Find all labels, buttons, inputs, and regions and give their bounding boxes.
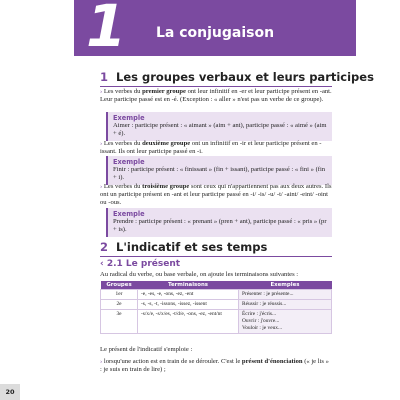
subsection-heading: [100, 259, 180, 269]
example-box-3: [106, 208, 332, 237]
example-text: Prendre : participe présent : « prenant » (pren + ant), participe passé : « pris » (pr + is).: [113, 218, 327, 233]
text: Les verbes du: [103, 140, 143, 147]
example-text: Aimer : participe présent : « aimant » (aim + ant), participe passé : « aimé » (aim + é).: [113, 122, 327, 137]
example-box-2: [106, 156, 332, 185]
example-title: Exemple: [113, 114, 145, 122]
group-cell: 3e: [101, 310, 138, 334]
group-cell: 1er: [101, 290, 138, 300]
subsection-marker-icon: ‹: [100, 259, 104, 269]
example-title: Exemple: [113, 210, 145, 218]
text: Les verbes du: [103, 183, 143, 190]
text: lorsqu'une action est en train de se dérouler. C'est le: [103, 358, 242, 365]
example-title: Exemple: [113, 158, 145, 166]
column-header: Terminaisons: [138, 281, 239, 290]
section-heading-2: [100, 240, 332, 257]
conjugation-table: [100, 281, 332, 334]
bullet-icon: ›: [100, 358, 103, 365]
example-box-1: [106, 112, 332, 141]
section-title: Les groupes verbaux et leurs participes: [116, 70, 374, 84]
section-title: L'indicatif et ses temps: [116, 240, 268, 254]
bold-term: troisième groupe: [142, 183, 190, 190]
section-number: 1: [100, 70, 109, 84]
paragraph-third-group: [100, 183, 332, 207]
bold-term: présent d'énonciation: [241, 358, 303, 365]
paragraph-intro: Au radical du verbe, ou base verbale, on ajoute les terminaisons suivantes :: [100, 271, 299, 278]
chapter-number: 1: [86, 0, 125, 56]
endings-cell: -s/x/e, -s/x/es, -t/d/e, -ons, -ez, -ent/nt: [138, 310, 239, 334]
text: sont ceux qui n'appartiennent pas aux deux autres. Ils ont un participe présent en -ant et leur participe passé en -i/ -is/ -u/ -t/ -aint/ -eint/ -oint ou -ous.: [100, 183, 332, 206]
page-number: 20: [0, 384, 20, 400]
example-text: Finir : participe présent : « finissant » (fin + issant), participe passé : « fini » (fin + i).: [113, 166, 326, 181]
examples-cell: Écrire : j'écris... Ouvrir : j'ouvre... Vouloir : je veux...: [239, 310, 332, 334]
group-cell: 2e: [101, 300, 138, 310]
table-header-row: [101, 281, 332, 290]
bold-term: deuxième groupe: [142, 140, 191, 147]
paragraph-first-group: [100, 88, 332, 104]
table-row: [101, 310, 332, 334]
text: ont leur infinitif en -er et leur participe présent en -ant. Leur participe passé est en -é. (Exception : « aller » n'est pas un verbe de ce groupe).: [100, 88, 332, 103]
chapter-title: La conjugaison: [156, 25, 275, 41]
table-row: [101, 290, 332, 300]
table-row: [101, 300, 332, 310]
section-heading-1: [100, 70, 374, 87]
text: Les verbes du: [103, 88, 143, 95]
chapter-header: [74, 0, 356, 56]
section-number: 2: [100, 240, 109, 254]
bullet-icon: ›: [100, 140, 103, 147]
column-header: Groupes: [101, 281, 138, 290]
text: (« je lis » : je suis en train de lire) ;: [100, 358, 329, 373]
paragraph-usage-1: [100, 358, 332, 374]
examples-cell: Réussir : je réussis...: [239, 300, 332, 310]
text: ont un infinitif en -ir et leur participe présent en -issant. Ils ont leur participe passé en -i.: [100, 140, 322, 155]
endings-cell: -s, -s, -t, -issons, -issez, -issent: [138, 300, 239, 310]
paragraph-second-group: [100, 140, 332, 156]
column-header: Exemples: [239, 281, 332, 290]
paragraph-usage-intro: Le présent de l'indicatif s'emploie :: [100, 346, 193, 353]
examples-cell: Présenter : je présente...: [239, 290, 332, 300]
bullet-icon: ›: [100, 183, 103, 190]
subsection-title: 2.1 Le présent: [106, 259, 181, 269]
endings-cell: -e, -es, -e, -ons, -ez, -ent: [138, 290, 239, 300]
bold-term: premier groupe: [142, 88, 186, 95]
bullet-icon: ›: [100, 88, 103, 95]
